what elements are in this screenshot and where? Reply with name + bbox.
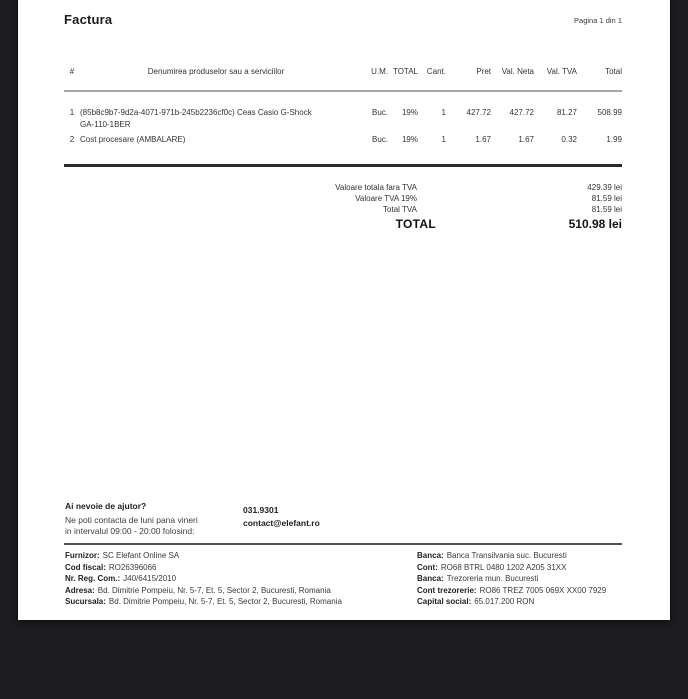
page-indicator: Pagina 1 din 1 [574,16,622,25]
page-title: Factura [64,12,113,27]
item-pret: 427.72 [466,108,491,117]
totals-value: 429.39 lei [587,183,622,192]
footer-value: RO68 BTRL 0480 1202 A205 31XX [440,562,567,572]
footer-value: J40/6415/2010 [123,574,177,584]
contact-email: contact@elefant.ro [243,518,320,528]
item-total: 508.99 [597,108,622,117]
footer-line [417,573,622,585]
table-row [64,134,622,146]
footer-label: Cont: [417,562,438,572]
footer-value: Trezoreria mun. Bucuresti [446,574,539,584]
footer-divider [64,543,622,545]
items-table-header [64,66,622,78]
footer-bank-column [417,550,622,608]
item-val-neta: 427.72 [509,108,534,117]
column-header-um: U.M. [371,67,388,76]
footer-label: Banca: [417,551,444,560]
item-cant: 1 [441,135,446,144]
footer-label: Capital social: [417,597,472,607]
item-val-tva: 81.27 [556,108,577,117]
table-row [64,107,622,130]
item-um: Buc. [371,135,388,144]
item-description [80,107,352,130]
totals-line [64,182,622,193]
footer-line [65,550,417,562]
item-pret: 1.67 [475,135,491,144]
footer-line [417,596,622,608]
invoice-page [18,0,670,620]
column-header-total: Total [605,67,622,76]
item-num: 1 [69,108,75,117]
totals-value: 81.59 lei [591,205,622,214]
item-tva-pct: 19% [401,108,418,117]
item-val-neta: 1.67 [518,135,534,144]
grand-total-label: TOTAL [395,217,436,231]
document-header [64,12,622,27]
footer-supplier-column [65,550,417,608]
footer-line [65,573,417,585]
column-header-pret: Pret [476,67,491,76]
footer-label: Sucursala: [65,597,106,607]
footer-value: RO86 TREZ 7005 069X XX00 7929 [479,585,607,595]
grand-total-line [64,218,622,231]
help-contact-block [243,501,320,536]
item-description [80,134,352,146]
footer-label: Nr. Reg. Com.: [65,574,121,584]
item-val-tva: 0.32 [561,135,577,144]
help-line-2: in intervalul 09:00 - 20:00 folosind: [65,525,195,536]
footer-value: 65.017.200 RON [474,597,535,607]
item-description-text: Cost procesare (AMBALARE) [80,135,186,144]
column-header-cant: Cant. [426,67,446,76]
column-header-num: # [69,67,75,76]
column-header-val-tva: Val. TVA [546,67,577,76]
items-table-body [64,107,622,150]
footer-line [65,585,417,597]
column-header-val-neta: Val. Neta [501,67,534,76]
totals-line [64,204,622,215]
footer-line [417,550,622,562]
footer-line [65,596,417,608]
footer-label: Banca: [417,574,444,584]
footer-value: RO26396066 [108,562,157,572]
item-um: Buc. [371,108,388,117]
item-total: 1.99 [606,135,622,144]
footer-label: Furnizor: [65,551,100,560]
footer-line [417,562,622,574]
footer-value: Bd. Dimitrie Pompeiu, Nr. 5-7, Et. 5, Sector 2, Bucuresti, Romania [97,585,331,595]
footer-label: Cont trezorerie: [417,585,477,595]
footer-line [65,562,417,574]
help-text-block [65,501,225,536]
totals-section [64,182,622,231]
company-footer [65,550,622,608]
footer-value: SC Elefant Online SA [102,551,180,560]
totals-line [64,193,622,204]
footer-value: Bd. Dimitrie Pompeiu, Nr. 5-7, Et. 5, Sector 2, Bucuresti, Romania [108,597,342,607]
help-heading: Ai nevoie de ajutor? [65,501,147,511]
footer-value: Banca Transilvania suc. Bucuresti [446,551,567,560]
item-description-text: (85b8c9b7-9d2a-4071-971b-245b2236cf0c) Ceas Casio G-Shock GA-110-1BER [80,108,312,129]
totals-value: 81.59 lei [591,194,622,203]
help-line-1: Ne poti contacta de luni pana vineri [65,515,198,525]
item-cant: 1 [441,108,446,117]
item-num: 2 [69,135,75,144]
footer-label: Cod fiscal: [65,562,106,572]
footer-label: Adresa: [65,585,95,595]
help-section [65,501,320,536]
item-tva-pct: 19% [401,135,418,144]
column-header-description: Denumirea produselor sau a serviciilor [147,67,285,76]
totals-label: Valoare totala fara TVA [335,183,417,192]
totals-label: Total TVA [383,205,417,214]
footer-line [417,585,622,597]
grand-total-value: 510.98 lei [568,217,622,231]
contact-phone: 031.9301 [243,505,279,515]
header-divider [64,90,622,92]
totals-label: Valoare TVA 19% [355,194,417,203]
totals-divider [64,164,622,167]
column-header-tva-pct: TOTAL [392,67,418,76]
